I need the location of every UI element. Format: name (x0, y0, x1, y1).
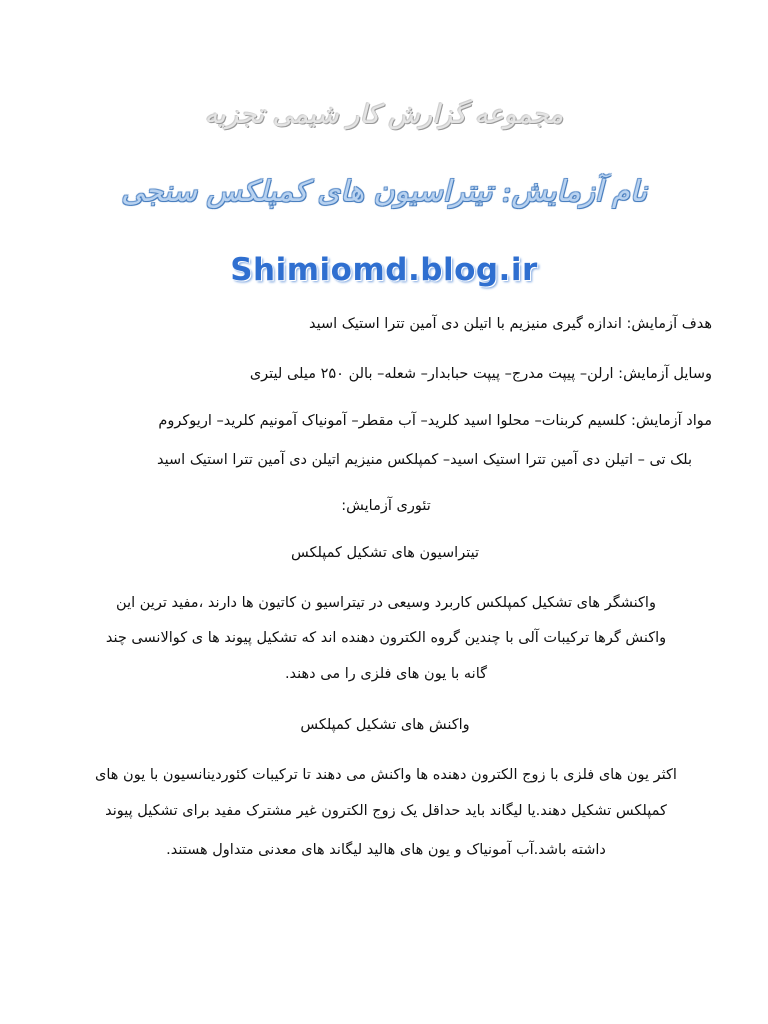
para1-line-3: گانه با یون های فلزی را می دهند. (284, 666, 488, 682)
para2-line-3: داشته باشد.آب آمونیاک و یون های هالید لیگاند های معدنی متداول هستند. (166, 842, 606, 858)
materials-line-1: مواد آزمایش: کلسیم کربنات– محلوا اسید کلرید– آب مقطر– آمونیاک آمونیم کلرید– اریوکروم (158, 413, 712, 429)
para1-line-1: واکنشگر های تشکیل کمپلکس کاربرد وسیعی در تیتراسیو ن کاتیون ها دارند ،مفید ترین این (116, 595, 656, 611)
theory-subheading-1: تیتراسیون های تشکیل کمپلکس (290, 545, 479, 561)
theory-subheading-2: واکنش های تشکیل کمپلکس (300, 717, 470, 733)
equipment-line: وسایل آزمایش: ارلن– پیپت مدرج– پیپت حبابدار– شعله– بالن ۲۵۰ میلی لیتری (249, 366, 712, 382)
goal-line: هدف آزمایش: اندازه گیری منیزیم با اتیلن دی آمین تترا استیک اسید (308, 316, 712, 332)
materials-line-2: بلک تی – اتیلن دی آمین تترا استیک اسید– کمپلکس منیزیم اتیلن دی آمین تترا استیک اسید (157, 452, 692, 468)
para2-line-1: اکثر یون های فلزی با زوج الکترون دهنده ها واکنش می دهند تا ترکیبات کئوردینانسیون با یون های (95, 767, 677, 783)
theory-heading: تئوری آزمایش: (341, 498, 431, 514)
para1-line-2: واکنش گرها ترکیبات آلی با چندین گروه الکترون دهنده اند که تشکیل پیوند ها ی کوالانسی چند (105, 630, 667, 646)
para2-line-2: کمپلکس تشکیل دهند.یا لیگاند باید حداقل یک زوج الکترون غیر مشترک مفید برای تشکیل پیوند (105, 803, 667, 819)
series-title: مجموعه گزارش کار شیمی تجزیه (204, 100, 564, 130)
experiment-title: نام آزمایش: تیتراسیون های کمپلکس سنجی (121, 174, 647, 208)
blog-url: Shimiomd.blog.ir (230, 252, 538, 288)
